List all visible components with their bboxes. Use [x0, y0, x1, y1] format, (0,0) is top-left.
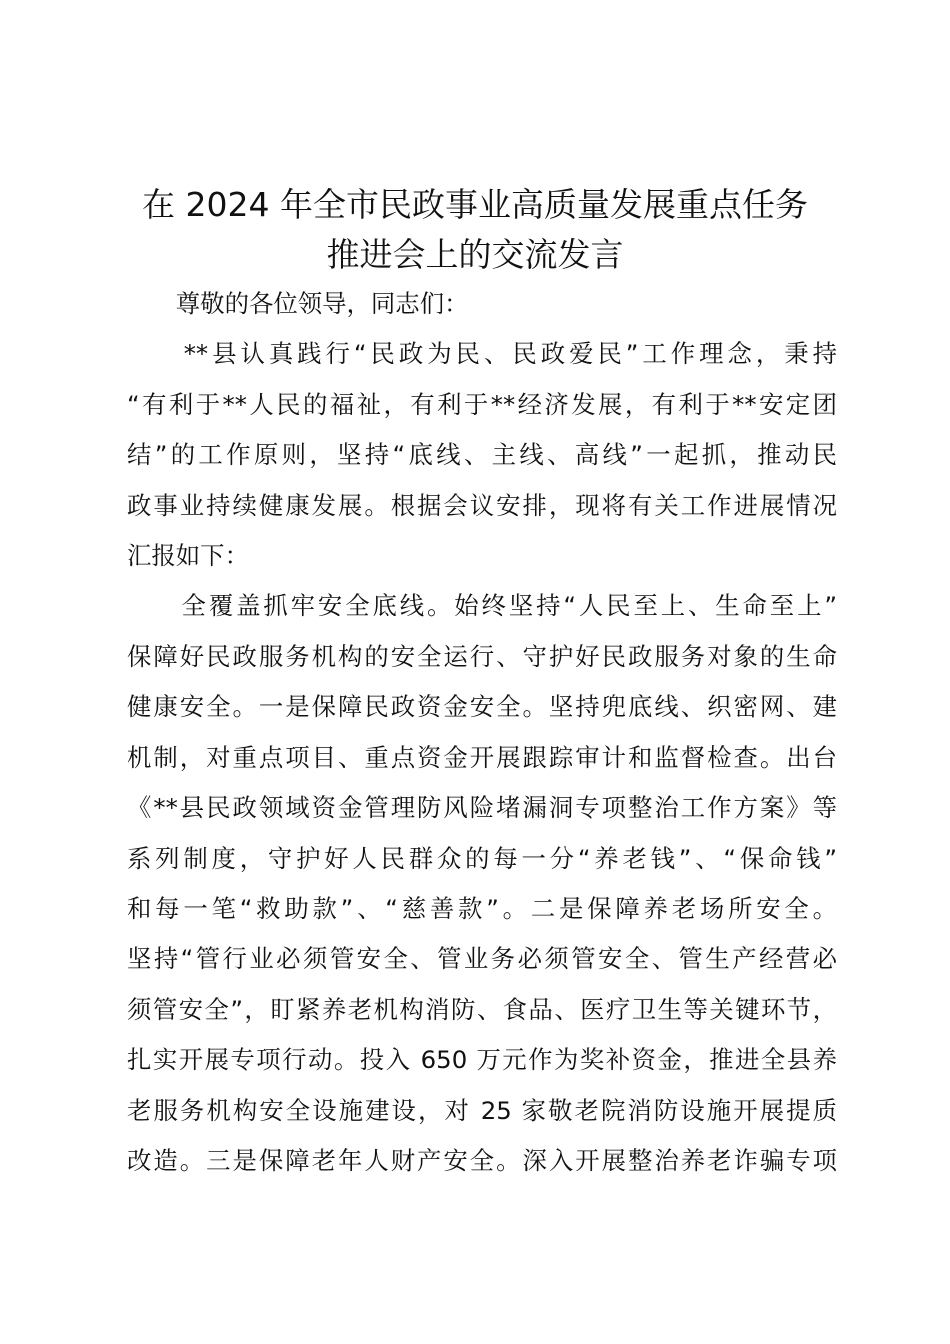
body-text-line: 结”的工作原则，坚持“底线、主线、高线”一起抓，推动民	[127, 440, 837, 469]
body-text-line: 政事业持续健康发展。根据会议安排，现将有关工作进展情况	[127, 491, 837, 520]
body-text-line: 保障好民政服务机构的安全运行、守护好民政服务对象的生命	[127, 642, 837, 671]
body-text-line: 健康安全。一是保障民政资金安全。坚持兜底线、织密网、建	[127, 692, 837, 721]
body-text-line: 扎实开展专项行动。投入 650 万元作为奖补资金，推进全县养	[127, 1045, 837, 1074]
body-text-line: 《**县民政领域资金管理防风险堵漏洞专项整治工作方案》等	[127, 793, 837, 822]
body-text-line: “有利于**人民的福祉，有利于**经济发展，有利于**安定团	[127, 390, 837, 419]
body-text-line: 和每一笔“救助款”、“慈善款”。二是保障养老场所安全。	[127, 894, 837, 923]
body-text-line: **县认真践行“民政为民、民政爱民”工作理念，秉持	[127, 339, 837, 368]
body-text-line: 全覆盖抓牢安全底线。始终坚持“人民至上、生命至上”	[127, 591, 837, 620]
body-text-line: 老服务机构安全设施建设，对 25 家敬老院消防设施开展提质	[127, 1096, 837, 1125]
body-text-line: 系列制度，守护好人民群众的每一分“养老钱”、“保命钱”	[127, 844, 837, 873]
body-text-line: 须管安全”，盯紧养老机构消防、食品、医疗卫生等关键环节，	[127, 995, 837, 1024]
salutation-line: 尊敬的各位领导，同志们：	[127, 289, 469, 318]
body-text-line: 改造。三是保障老年人财产安全。深入开展整治养老诈骗专项	[127, 1146, 837, 1175]
document-title-line-1: 在 2024 年全市民政事业高质量发展重点任务	[142, 185, 808, 224]
body-text-line: 汇报如下：	[127, 541, 249, 570]
document-title-line-2: 推进会上的交流发言	[326, 235, 624, 274]
body-text-line: 坚持“管行业必须管安全、管业务必须管安全、管生产经营必	[127, 944, 837, 973]
body-text-line: 机制，对重点项目、重点资金开展跟踪审计和监督检查。出台	[127, 743, 837, 772]
